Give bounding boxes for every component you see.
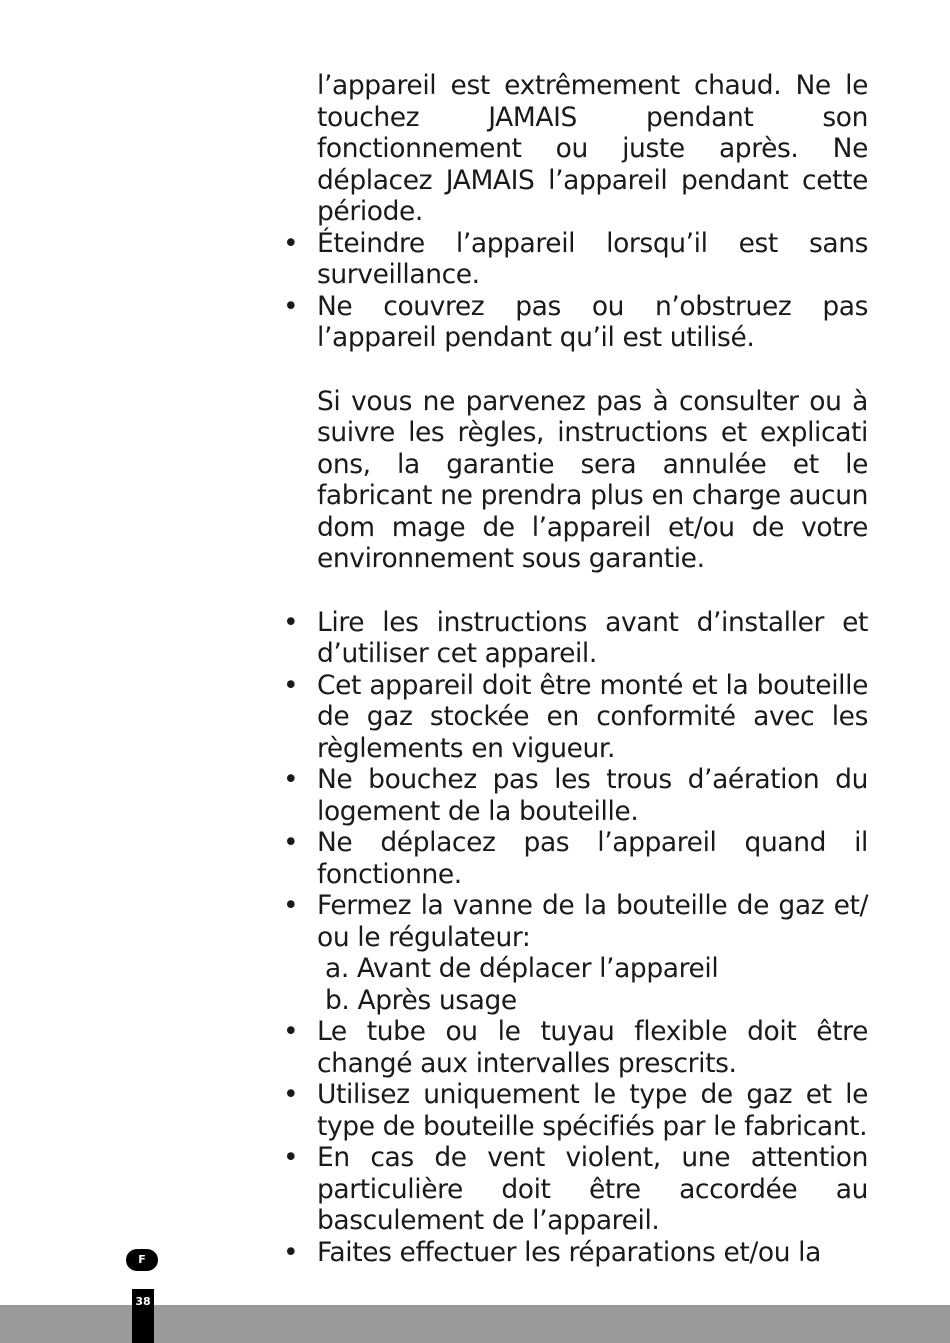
bullet-item [283,1016,868,1079]
intro-paragraph: l’appareil est extrêmement chaud. Ne le touchez JAMAIS pendant son fonctionnement ou juste après. Ne déplacez JAMAIS l’appareil pendant cette période. [317,70,868,227]
document-body [283,70,868,1268]
bullet-text: En cas de vent violent, une attention particulière doit être accordée au basculement de l’appareil. [317,1142,868,1236]
bullet-item [283,890,868,953]
bullet-icon: • [283,290,299,322]
bullet-icon: • [283,1142,299,1173]
bullet-text: Le tube ou le tuyau flexible doit être changé aux intervalles prescrits. [317,1016,868,1079]
bullet-text: Utilisez uniquement le type de gaz et le type de bouteille spécifiés par le fabricant. [317,1079,868,1142]
sub-list-item: b. Après usage [325,984,517,1016]
bullet-item [283,670,868,765]
bullet-item [283,228,868,291]
bullet-text: Ne déplacez pas l’appareil quand il fonctionne. [317,827,868,890]
bullet-icon: • [283,890,299,921]
warranty-paragraph: Si vous ne parvenez pas à consulter ou à suivre les règles, instructions et explicati ons, la garantie sera annulée et le fabricant ne prendra plus en charge aucun dom mage de l’appareil et/ou de votre environnement sous garantie. [317,385,868,574]
spacer [283,575,868,607]
bullet-item [283,607,868,670]
bullet-text: Cet appareil doit être monté et la bouteille de gaz stockée en conformité avec les règlements en vigueur. [317,669,868,764]
bullet-item [283,764,868,827]
bullet-item [283,1237,868,1269]
bullet-icon: • [283,764,299,795]
bullet-icon: • [283,606,299,638]
bullet-icon: • [283,1236,299,1268]
bullet-text: Fermez la vanne de la bouteille de gaz et/ ou le régulateur: [317,890,868,953]
bullet-text: Éteindre l’appareil lorsqu’il est sans surveillance. [317,227,868,290]
bullet-item [283,1142,868,1237]
bullet-icon: • [283,669,299,701]
bullet-item [283,291,868,354]
bullet-text: Faites effectuer les réparations et/ou la [317,1236,821,1268]
sub-list-item: a. Avant de déplacer l’appareil [325,953,719,984]
bullet-text: Ne couvrez pas ou n’obstruez pas l’appareil pendant qu’il est utilisé. [317,290,868,353]
bullet-text: Ne bouchez pas les trous d’aération du logement de la bouteille. [317,764,868,827]
bullet-item [283,1079,868,1142]
bullet-text: Lire les instructions avant d’installer et d’utiliser cet appareil. [317,606,868,669]
bullet-icon: • [283,227,299,259]
bullet-icon: • [283,1016,299,1047]
bullet-icon: • [283,827,299,858]
spacer [283,354,868,386]
bullet-item [283,827,868,890]
page-number: 38 [132,1289,154,1343]
language-badge: F [126,1249,158,1271]
bullet-icon: • [283,1079,299,1110]
